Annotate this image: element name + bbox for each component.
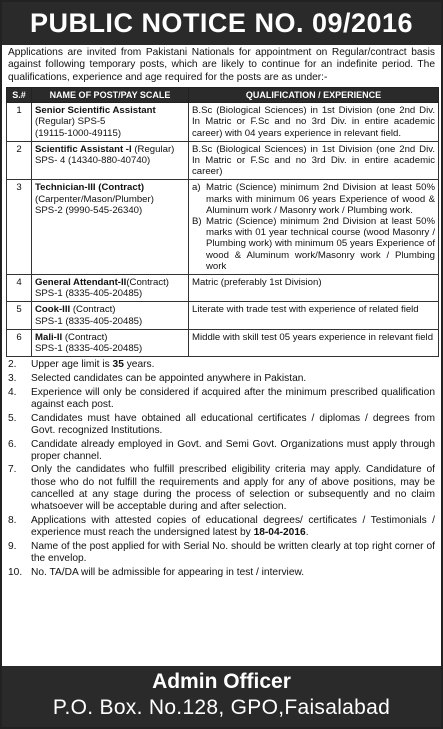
row-sn: 3 bbox=[7, 180, 32, 275]
note-number: 10. bbox=[8, 566, 23, 578]
post-pay-scale: SPS- 4 (14340-880-40740) bbox=[35, 155, 151, 167]
post-cell bbox=[32, 275, 189, 302]
option-label: B) bbox=[192, 216, 202, 228]
row-sn: 6 bbox=[7, 329, 32, 356]
option-text: Matric (Science) minimum 2nd Division at least 50% marks with 01 year technical course (wood Masonry / Plumbing work) with minimum 05 years Experience of wood & Aluminum work/Masonry work / Plumbing work bbox=[206, 216, 435, 272]
note-text: Name of the post applied for with Serial No. should be written clearly at top right corner of the envelop. bbox=[31, 540, 435, 564]
posts-table bbox=[6, 87, 439, 357]
post-type: (Contract) bbox=[70, 304, 116, 316]
note-number: 4. bbox=[8, 386, 17, 398]
qualification-cell bbox=[189, 180, 439, 275]
post-pay-scale: SPS-1 (8335-405-20485) bbox=[35, 288, 143, 300]
option-label: a) bbox=[192, 182, 201, 194]
table-row bbox=[7, 103, 439, 142]
age-limit: 35 bbox=[112, 359, 124, 371]
list-item bbox=[2, 387, 435, 411]
note-number: 6. bbox=[8, 438, 17, 450]
note-text-part: Upper age limit is bbox=[31, 359, 113, 371]
intro-paragraph: Applications are invited from Pakistani Nationals for appointment on Regular/contract basis against following temporary posts, which are likely to continue for an indefinite period. The qualifications, experience and age required for the posts are as under:- bbox=[8, 47, 435, 83]
table-row bbox=[7, 180, 439, 275]
list-item bbox=[2, 541, 435, 565]
post-name: Cook-III bbox=[35, 304, 71, 316]
row-sn: 4 bbox=[7, 275, 32, 302]
post-cell bbox=[32, 141, 189, 180]
post-type: (Regular) bbox=[131, 143, 175, 155]
row-sn: 1 bbox=[7, 103, 32, 142]
note-text-part: . bbox=[305, 526, 309, 538]
qualification-cell: Matric (preferably 1st Division) bbox=[189, 275, 439, 302]
header-sn: S.# bbox=[7, 88, 32, 103]
post-name: Scientific Assistant -I bbox=[35, 143, 132, 155]
qualification-cell: B.Sc (Biological Sciences) in 1st Division (one 2nd Div. In Matric or F.Sc and no 3rd Div. in entire academic career) bbox=[189, 141, 439, 180]
list-item bbox=[2, 439, 435, 463]
note-text: No. TA/DA will be admissible for appearing in test / interview. bbox=[31, 566, 305, 578]
list-item bbox=[2, 464, 435, 513]
note-number: 8. bbox=[8, 514, 17, 526]
qualification-cell: Literate with trade test with experience of related field bbox=[189, 302, 439, 329]
note-text: Selected candidates can be appointed anywhere in Pakistan. bbox=[31, 372, 307, 384]
deadline-date: 18-04-2016 bbox=[253, 526, 306, 538]
table-header-row bbox=[7, 88, 439, 103]
option-text: Matric (Science) minimum 2nd Division at least 50% marks with minimum 06 years Experience of wood & Aluminum work / Masonry work / Plumbing work. bbox=[206, 182, 435, 216]
post-cell bbox=[32, 180, 189, 275]
list-item bbox=[2, 413, 435, 437]
note-text: Candidates must have obtained all educational certificates / diplomas / degrees from Govt. recognized Institutions. bbox=[31, 412, 435, 436]
footer bbox=[2, 666, 441, 727]
note-text bbox=[31, 359, 435, 371]
list-item bbox=[2, 515, 435, 539]
table-row bbox=[7, 329, 439, 356]
post-type: (Contract) bbox=[126, 277, 169, 289]
note-number: 2. bbox=[8, 359, 17, 371]
table-row bbox=[7, 275, 439, 302]
table-row bbox=[7, 302, 439, 329]
post-pay-scale: SPS-1 (8335-405-20485) bbox=[35, 315, 143, 327]
post-pay-scale: SPS-2 (9990-545-26340) bbox=[35, 204, 143, 216]
qualification-option-a bbox=[192, 182, 435, 216]
note-number: 9. bbox=[8, 540, 17, 552]
post-pay-scale: (Regular) SPS-5 bbox=[35, 116, 106, 128]
list-item bbox=[2, 359, 435, 371]
post-name: Senior Scientific Assistant bbox=[35, 105, 156, 117]
postal-address: P.O. Box. No.128, GPO,Faisalabad bbox=[52, 696, 391, 719]
row-sn: 2 bbox=[7, 141, 32, 180]
notice-title: PUBLIC NOTICE NO. 09/2016 bbox=[2, 2, 441, 45]
post-name: Mali-II bbox=[35, 331, 63, 343]
note-number: 3. bbox=[8, 372, 17, 384]
note-text: Candidate already employed in Govt. and Semi Govt. Organizations must apply through proper channel. bbox=[31, 438, 435, 462]
row-sn: 5 bbox=[7, 302, 32, 329]
header-post: NAME OF POST/PAY SCALE bbox=[32, 88, 189, 103]
list-item bbox=[2, 567, 435, 579]
post-cell bbox=[32, 329, 189, 356]
list-item bbox=[2, 373, 435, 385]
post-pay-scale: SPS-1 (8335-405-20485) bbox=[35, 343, 143, 355]
post-name: Technician-III (Contract) bbox=[35, 182, 145, 194]
officer-title: Admin Officer bbox=[152, 670, 291, 693]
note-number: 7. bbox=[8, 464, 17, 476]
note-text: Only the candidates who fulfill prescribed eligibility criteria may apply. Candidature of those who do not fulfill the requirements and apply for any of above positions, may be cancelled at any stage during the process of selection or subsequently and no claim whatsoever will be acceptable during and after selection. bbox=[31, 464, 435, 513]
post-type: (Contract) bbox=[62, 331, 108, 343]
note-text-part: years. bbox=[123, 359, 155, 371]
note-number: 5. bbox=[8, 412, 17, 424]
note-text: Experience will only be considered if acquired after the minimum prescribed qualification against each post. bbox=[31, 386, 435, 410]
notes-list bbox=[2, 359, 441, 578]
note-text bbox=[31, 515, 435, 539]
post-cell bbox=[32, 302, 189, 329]
note-text-part: Applications with attested copies of educational degrees/ certificates / Testimonials / experience must reach the undersigned latest by bbox=[31, 514, 435, 538]
qualification-option-b bbox=[192, 216, 435, 272]
header-qualification: QUALIFICATION / EXPERIENCE bbox=[189, 88, 439, 103]
post-pay-range: (19115-1000-49115) bbox=[35, 127, 122, 139]
post-name: General Attendant-II bbox=[35, 277, 127, 289]
qualification-cell: B.Sc (Biological Sciences) in 1st Division (one 2nd Div. In Matric or F.Sc and no 3rd Div. in entire academic career) with 04 years experience in relevant field. bbox=[189, 103, 439, 142]
post-trades: (Carpenter/Mason/Plumber) bbox=[35, 193, 154, 205]
qualification-cell: Middle with skill test 05 years experience in relevant field bbox=[189, 329, 439, 356]
post-cell bbox=[32, 103, 189, 142]
table-row bbox=[7, 141, 439, 180]
